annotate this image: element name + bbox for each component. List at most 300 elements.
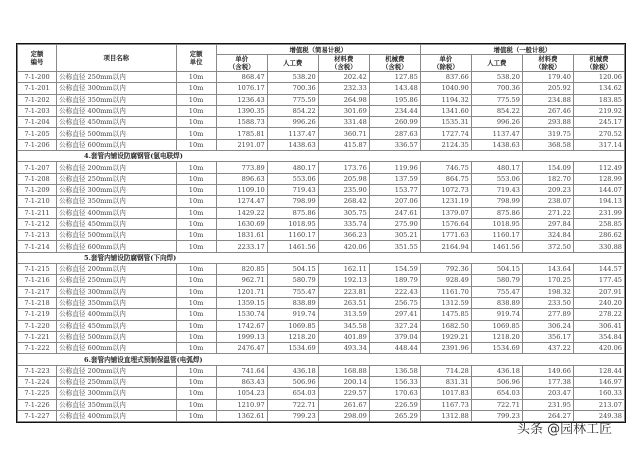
labor-cost: 838.89: [267, 297, 318, 308]
machine-cost-tax-inc: 448.44: [369, 343, 420, 354]
machine-cost-tax-exc: 286.62: [573, 230, 624, 241]
unit-price-tax-inc: 1742.67: [216, 320, 267, 331]
labor-cost: 480.17: [267, 162, 318, 173]
unit-price-tax-exc: 1576.64: [420, 218, 471, 229]
machine-cost-tax-inc: 351.55: [369, 241, 420, 252]
unit-price-tax-exc: 1771.63: [420, 230, 471, 241]
header-col-labor: 人工费: [267, 55, 318, 72]
item-name: 公称直径 450mm以内: [57, 320, 176, 331]
labor-cost-exc: 1069.85: [471, 320, 522, 331]
quota-unit: 10m: [176, 241, 216, 252]
quota-code: 7-1-201: [18, 83, 57, 94]
unit-price-tax-exc: 2164.94: [420, 241, 471, 252]
header-col-material-tax-exc: 材料费 （除税）: [522, 55, 573, 72]
unit-price-tax-exc: 2124.35: [420, 139, 471, 150]
unit-price-tax-inc: 1236.43: [216, 94, 267, 105]
labor-cost-exc: 775.59: [471, 94, 522, 105]
labor-cost: 1461.56: [267, 241, 318, 252]
quota-unit: 10m: [176, 94, 216, 105]
unit-price-tax-exc: 1194.32: [420, 94, 471, 105]
machine-cost-tax-inc: 379.04: [369, 331, 420, 342]
item-name: 公称直径 500mm以内: [57, 331, 176, 342]
quota-code: 7-1-208: [18, 173, 57, 184]
quota-unit: 10m: [176, 264, 216, 275]
machine-cost-tax-exc: 144.57: [573, 264, 624, 275]
material-cost-tax-inc: 229.57: [318, 388, 369, 399]
item-name: 公称直径 200mm以内: [57, 162, 176, 173]
header-col-machine-tax-exc: 机械费 （除税）: [573, 55, 624, 72]
machine-cost-tax-exc: 177.45: [573, 275, 624, 286]
labor-cost: 506.96: [267, 377, 318, 388]
material-cost-tax-exc: 264.27: [522, 410, 573, 421]
material-cost-tax-exc: 267.46: [522, 105, 573, 116]
item-name: 公称直径 300mm以内: [57, 286, 176, 297]
labor-cost-exc: 719.43: [471, 184, 522, 195]
quota-unit: 10m: [176, 309, 216, 320]
header-group-simple: 增值税（简易计税）: [216, 45, 420, 55]
material-cost-tax-exc: 271.22: [522, 207, 573, 218]
unit-price-tax-exc: 928.49: [420, 275, 471, 286]
material-cost-tax-inc: 261.67: [318, 399, 369, 410]
machine-cost-tax-inc: 305.21: [369, 230, 420, 241]
machine-cost-tax-exc: 213.07: [573, 399, 624, 410]
material-cost-tax-inc: 298.09: [318, 410, 369, 421]
item-name: 公称直径 300mm以内: [57, 83, 176, 94]
table-row: [18, 72, 625, 83]
labor-cost: 504.15: [267, 264, 318, 275]
unit-price-tax-inc: 1390.35: [216, 105, 267, 116]
table-row: [18, 241, 625, 252]
header-col-unit-price-tax-inc: 单价 （含税）: [216, 55, 267, 72]
item-name: 公称直径 250mm以内: [57, 72, 176, 83]
labor-cost: 580.79: [267, 275, 318, 286]
labor-cost-exc: 854.22: [471, 105, 522, 116]
material-cost-tax-inc: 162.11: [318, 264, 369, 275]
unit-price-tax-exc: 831.31: [420, 377, 471, 388]
labor-cost: 1160.17: [267, 230, 318, 241]
machine-cost-tax-inc: 154.59: [369, 264, 420, 275]
machine-cost-tax-exc: 194.13: [573, 196, 624, 207]
machine-cost-tax-inc: 156.33: [369, 377, 420, 388]
machine-cost-tax-inc: 137.59: [369, 173, 420, 184]
unit-price-tax-exc: 1727.74: [420, 128, 471, 139]
header-row: [18, 45, 625, 55]
table-row: [18, 196, 625, 207]
quota-code: 7-1-210: [18, 196, 57, 207]
labor-cost-exc: 436.18: [471, 365, 522, 376]
quota-unit: 10m: [176, 388, 216, 399]
header-col-unit-price-tax-exc: 单价 （除税）: [420, 55, 471, 72]
labor-cost-exc: 919.74: [471, 309, 522, 320]
material-cost-tax-exc: 234.88: [522, 94, 573, 105]
quota-unit: 10m: [176, 128, 216, 139]
machine-cost-tax-exc: 278.22: [573, 309, 624, 320]
machine-cost-tax-inc: 247.61: [369, 207, 420, 218]
unit-price-tax-exc: 1535.31: [420, 117, 471, 128]
item-name: 公称直径 350mm以内: [57, 399, 176, 410]
quota-unit: 10m: [176, 83, 216, 94]
labor-cost: 719.43: [267, 184, 318, 195]
unit-price-tax-inc: 1630.69: [216, 218, 267, 229]
material-cost-tax-inc: 264.98: [318, 94, 369, 105]
quota-code: 7-1-217: [18, 286, 57, 297]
machine-cost-tax-inc: 226.59: [369, 399, 420, 410]
material-cost-tax-inc: 232.33: [318, 83, 369, 94]
unit-price-tax-exc: 2391.96: [420, 343, 471, 354]
header-name: 项目名称: [57, 45, 176, 72]
labor-cost: 722.71: [267, 399, 318, 410]
unit-price-tax-inc: 1201.71: [216, 286, 267, 297]
item-name: 公称直径 250mm以内: [57, 377, 176, 388]
machine-cost-tax-exc: 128.99: [573, 173, 624, 184]
machine-cost-tax-inc: 195.86: [369, 94, 420, 105]
unit-price-tax-exc: 1475.85: [420, 309, 471, 320]
labor-cost-exc: 1160.17: [471, 230, 522, 241]
machine-cost-tax-inc: 260.99: [369, 117, 420, 128]
item-name: 公称直径 250mm以内: [57, 173, 176, 184]
unit-price-tax-inc: 1210.97: [216, 399, 267, 410]
material-cost-tax-exc: 170.25: [522, 275, 573, 286]
material-cost-tax-exc: 231.95: [522, 399, 573, 410]
unit-price-tax-inc: 1362.61: [216, 410, 267, 421]
material-cost-tax-exc: 154.09: [522, 162, 573, 173]
watermark: 头条 @园林工匠: [517, 422, 613, 437]
item-name: 公称直径 200mm以内: [57, 264, 176, 275]
labor-cost: 1137.47: [267, 128, 318, 139]
machine-cost-tax-inc: 153.77: [369, 184, 420, 195]
section-row: [18, 354, 625, 365]
machine-cost-tax-exc: 134.62: [573, 83, 624, 94]
quota-code: 7-1-220: [18, 320, 57, 331]
item-name: 公称直径 250mm以内: [57, 275, 176, 286]
labor-cost-exc: 1018.95: [471, 218, 522, 229]
material-cost-tax-exc: 324.84: [522, 230, 573, 241]
table-row: [18, 218, 625, 229]
labor-cost: 436.18: [267, 365, 318, 376]
unit-price-tax-exc: 1161.70: [420, 286, 471, 297]
material-cost-tax-inc: 173.76: [318, 162, 369, 173]
table-row: [18, 331, 625, 342]
quota-code: 7-1-203: [18, 105, 57, 116]
labor-cost-exc: 722.71: [471, 399, 522, 410]
machine-cost-tax-exc: 240.20: [573, 297, 624, 308]
unit-price-tax-exc: 1929.21: [420, 331, 471, 342]
quota-table: [16, 43, 626, 423]
machine-cost-tax-exc: 144.07: [573, 184, 624, 195]
labor-cost-exc: 1137.47: [471, 128, 522, 139]
table-row: [18, 117, 625, 128]
section-row: [18, 151, 625, 162]
section-title: 5.套管内铺设防腐钢管(下向焊): [18, 252, 625, 263]
unit-price-tax-exc: 1040.90: [420, 83, 471, 94]
material-cost-tax-inc: 331.48: [318, 117, 369, 128]
unit-price-tax-inc: 863.43: [216, 377, 267, 388]
material-cost-tax-inc: 268.42: [318, 196, 369, 207]
machine-cost-tax-exc: 146.97: [573, 377, 624, 388]
header-col-material-tax-inc: 材料费 （含税）: [318, 55, 369, 72]
unit-price-tax-exc: 746.75: [420, 162, 471, 173]
material-cost-tax-inc: 493.34: [318, 343, 369, 354]
unit-price-tax-exc: 1312.88: [420, 410, 471, 421]
labor-cost-exc: 504.15: [471, 264, 522, 275]
unit-price-tax-exc: 1167.73: [420, 399, 471, 410]
material-cost-tax-exc: 306.24: [522, 320, 573, 331]
table-row: [18, 94, 625, 105]
material-cost-tax-exc: 177.38: [522, 377, 573, 388]
unit-price-tax-inc: 1530.74: [216, 309, 267, 320]
labor-cost-exc: 755.47: [471, 286, 522, 297]
quota-code: 7-1-226: [18, 399, 57, 410]
header-code: 定额 编号: [18, 45, 57, 72]
quota-code: 7-1-213: [18, 230, 57, 241]
item-name: 公称直径 600mm以内: [57, 241, 176, 252]
machine-cost-tax-exc: 249.38: [573, 410, 624, 421]
material-cost-tax-inc: 401.89: [318, 331, 369, 342]
unit-price-tax-inc: 1588.73: [216, 117, 267, 128]
table-row: [18, 162, 625, 173]
unit-price-tax-inc: 1274.47: [216, 196, 267, 207]
labor-cost: 775.59: [267, 94, 318, 105]
quota-code: 7-1-223: [18, 365, 57, 376]
material-cost-tax-inc: 335.74: [318, 218, 369, 229]
quota-unit: 10m: [176, 72, 216, 83]
table-row: [18, 365, 625, 376]
labor-cost-exc: 538.20: [471, 72, 522, 83]
section-title: 4.套管内铺设防腐钢管(氩电联焊): [18, 151, 625, 162]
quota-unit: 10m: [176, 343, 216, 354]
item-name: 公称直径 350mm以内: [57, 297, 176, 308]
labor-cost-exc: 996.26: [471, 117, 522, 128]
material-cost-tax-exc: 319.75: [522, 128, 573, 139]
section-row: [18, 252, 625, 263]
material-cost-tax-inc: 313.59: [318, 309, 369, 320]
table-row: [18, 320, 625, 331]
item-name: 公称直径 350mm以内: [57, 196, 176, 207]
machine-cost-tax-inc: 170.63: [369, 388, 420, 399]
quota-unit: 10m: [176, 410, 216, 421]
labor-cost: 1438.63: [267, 139, 318, 150]
table-row: [18, 343, 625, 354]
quota-code: 7-1-202: [18, 94, 57, 105]
material-cost-tax-inc: 360.71: [318, 128, 369, 139]
material-cost-tax-inc: 223.81: [318, 286, 369, 297]
item-name: 公称直径 200mm以内: [57, 365, 176, 376]
unit-price-tax-inc: 1785.81: [216, 128, 267, 139]
machine-cost-tax-exc: 245.17: [573, 117, 624, 128]
item-name: 公称直径 500mm以内: [57, 230, 176, 241]
quota-code: 7-1-224: [18, 377, 57, 388]
machine-cost-tax-exc: 112.49: [573, 162, 624, 173]
machine-cost-tax-exc: 120.06: [573, 72, 624, 83]
quota-code: 7-1-215: [18, 264, 57, 275]
quota-code: 7-1-218: [18, 297, 57, 308]
table-row: [18, 275, 625, 286]
labor-cost-exc: 506.96: [471, 377, 522, 388]
machine-cost-tax-inc: 327.24: [369, 320, 420, 331]
item-name: 公称直径 500mm以内: [57, 128, 176, 139]
quota-code: 7-1-205: [18, 128, 57, 139]
material-cost-tax-exc: 203.47: [522, 388, 573, 399]
labor-cost-exc: 1461.56: [471, 241, 522, 252]
quota-unit: 10m: [176, 399, 216, 410]
quota-unit: 10m: [176, 377, 216, 388]
material-cost-tax-exc: 198.32: [522, 286, 573, 297]
unit-price-tax-exc: 864.75: [420, 173, 471, 184]
table-row: [18, 309, 625, 320]
table-row: [18, 377, 625, 388]
unit-price-tax-inc: 1076.17: [216, 83, 267, 94]
machine-cost-tax-inc: 143.48: [369, 83, 420, 94]
labor-cost-exc: 480.17: [471, 162, 522, 173]
table-row: [18, 184, 625, 195]
material-cost-tax-exc: 238.07: [522, 196, 573, 207]
machine-cost-tax-exc: 317.14: [573, 139, 624, 150]
item-name: 公称直径 300mm以内: [57, 184, 176, 195]
labor-cost: 654.03: [267, 388, 318, 399]
quota-code: 7-1-225: [18, 388, 57, 399]
material-cost-tax-inc: 415.87: [318, 139, 369, 150]
machine-cost-tax-exc: 128.44: [573, 365, 624, 376]
unit-price-tax-inc: 1359.15: [216, 297, 267, 308]
machine-cost-tax-inc: 336.57: [369, 139, 420, 150]
machine-cost-tax-inc: 119.96: [369, 162, 420, 173]
quota-code: 7-1-219: [18, 309, 57, 320]
material-cost-tax-inc: 192.13: [318, 275, 369, 286]
item-name: 公称直径 450mm以内: [57, 117, 176, 128]
labor-cost: 1534.69: [267, 343, 318, 354]
quota-unit: 10m: [176, 139, 216, 150]
unit-price-tax-exc: 1682.50: [420, 320, 471, 331]
quota-code: 7-1-214: [18, 241, 57, 252]
labor-cost: 1018.95: [267, 218, 318, 229]
item-name: 公称直径 400mm以内: [57, 410, 176, 421]
unit-price-tax-exc: 792.36: [420, 264, 471, 275]
labor-cost-exc: 553.06: [471, 173, 522, 184]
machine-cost-tax-exc: 207.91: [573, 286, 624, 297]
unit-price-tax-exc: 714.28: [420, 365, 471, 376]
unit-price-tax-inc: 868.47: [216, 72, 267, 83]
quota-unit: 10m: [176, 207, 216, 218]
labor-cost-exc: 838.89: [471, 297, 522, 308]
item-name: 公称直径 350mm以内: [57, 94, 176, 105]
item-name: 公称直径 600mm以内: [57, 343, 176, 354]
machine-cost-tax-inc: 287.63: [369, 128, 420, 139]
unit-price-tax-exc: 1231.19: [420, 196, 471, 207]
header-col-labor2: 人工费: [471, 55, 522, 72]
header-col-machine-tax-inc: 机械费 （含税）: [369, 55, 420, 72]
labor-cost: 755.47: [267, 286, 318, 297]
table-row: [18, 139, 625, 150]
quota-unit: 10m: [176, 162, 216, 173]
table-row: [18, 286, 625, 297]
labor-cost: 919.74: [267, 309, 318, 320]
unit-price-tax-inc: 896.63: [216, 173, 267, 184]
labor-cost-exc: 798.99: [471, 196, 522, 207]
quota-unit: 10m: [176, 365, 216, 376]
unit-price-tax-exc: 1341.60: [420, 105, 471, 116]
quota-code: 7-1-200: [18, 72, 57, 83]
material-cost-tax-inc: 420.06: [318, 241, 369, 252]
item-name: 公称直径 400mm以内: [57, 207, 176, 218]
quota-code: 7-1-204: [18, 117, 57, 128]
quota-unit: 10m: [176, 331, 216, 342]
machine-cost-tax-exc: 231.99: [573, 207, 624, 218]
table-row: [18, 128, 625, 139]
machine-cost-tax-exc: 219.92: [573, 105, 624, 116]
unit-price-tax-inc: 773.89: [216, 162, 267, 173]
machine-cost-tax-inc: 297.41: [369, 309, 420, 320]
header-unit: 定额 单位: [176, 45, 216, 72]
material-cost-tax-exc: 368.58: [522, 139, 573, 150]
quota-code: 7-1-221: [18, 331, 57, 342]
quota-code: 7-1-216: [18, 275, 57, 286]
quota-unit: 10m: [176, 297, 216, 308]
labor-cost: 996.26: [267, 117, 318, 128]
quota-code: 7-1-211: [18, 207, 57, 218]
labor-cost: 1218.20: [267, 331, 318, 342]
machine-cost-tax-inc: 275.90: [369, 218, 420, 229]
quota-code: 7-1-227: [18, 410, 57, 421]
quota-code: 7-1-212: [18, 218, 57, 229]
unit-price-tax-exc: 1017.83: [420, 388, 471, 399]
item-name: 公称直径 400mm以内: [57, 105, 176, 116]
unit-price-tax-inc: 820.85: [216, 264, 267, 275]
material-cost-tax-inc: 345.58: [318, 320, 369, 331]
labor-cost-exc: 1438.63: [471, 139, 522, 150]
quota-unit: 10m: [176, 275, 216, 286]
material-cost-tax-inc: 366.23: [318, 230, 369, 241]
machine-cost-tax-exc: 420.06: [573, 343, 624, 354]
material-cost-tax-inc: 305.75: [318, 207, 369, 218]
material-cost-tax-inc: 168.88: [318, 365, 369, 376]
material-cost-tax-exc: 179.40: [522, 72, 573, 83]
unit-price-tax-inc: 1429.22: [216, 207, 267, 218]
unit-price-tax-inc: 2233.17: [216, 241, 267, 252]
material-cost-tax-inc: 205.98: [318, 173, 369, 184]
table-row: [18, 264, 625, 275]
machine-cost-tax-inc: 189.79: [369, 275, 420, 286]
labor-cost: 854.22: [267, 105, 318, 116]
material-cost-tax-inc: 202.42: [318, 72, 369, 83]
labor-cost: 1069.85: [267, 320, 318, 331]
quota-code: 7-1-206: [18, 139, 57, 150]
machine-cost-tax-exc: 306.41: [573, 320, 624, 331]
material-cost-tax-exc: 143.64: [522, 264, 573, 275]
labor-cost: 798.99: [267, 196, 318, 207]
material-cost-tax-exc: 209.23: [522, 184, 573, 195]
unit-price-tax-inc: 1831.61: [216, 230, 267, 241]
material-cost-tax-exc: 205.92: [522, 83, 573, 94]
item-name: 公称直径 300mm以内: [57, 388, 176, 399]
unit-price-tax-inc: 2191.07: [216, 139, 267, 150]
material-cost-tax-exc: 437.22: [522, 343, 573, 354]
labor-cost: 875.86: [267, 207, 318, 218]
labor-cost-exc: 654.03: [471, 388, 522, 399]
table-row: [18, 207, 625, 218]
quota-unit: 10m: [176, 184, 216, 195]
table-row: [18, 388, 625, 399]
material-cost-tax-exc: 356.17: [522, 331, 573, 342]
table-row: [18, 399, 625, 410]
quota-code: 7-1-209: [18, 184, 57, 195]
labor-cost: 799.23: [267, 410, 318, 421]
item-name: 公称直径 600mm以内: [57, 139, 176, 150]
unit-price-tax-inc: 1999.13: [216, 331, 267, 342]
material-cost-tax-exc: 149.66: [522, 365, 573, 376]
unit-price-tax-inc: 741.64: [216, 365, 267, 376]
machine-cost-tax-inc: 222.43: [369, 286, 420, 297]
table-row: [18, 83, 625, 94]
